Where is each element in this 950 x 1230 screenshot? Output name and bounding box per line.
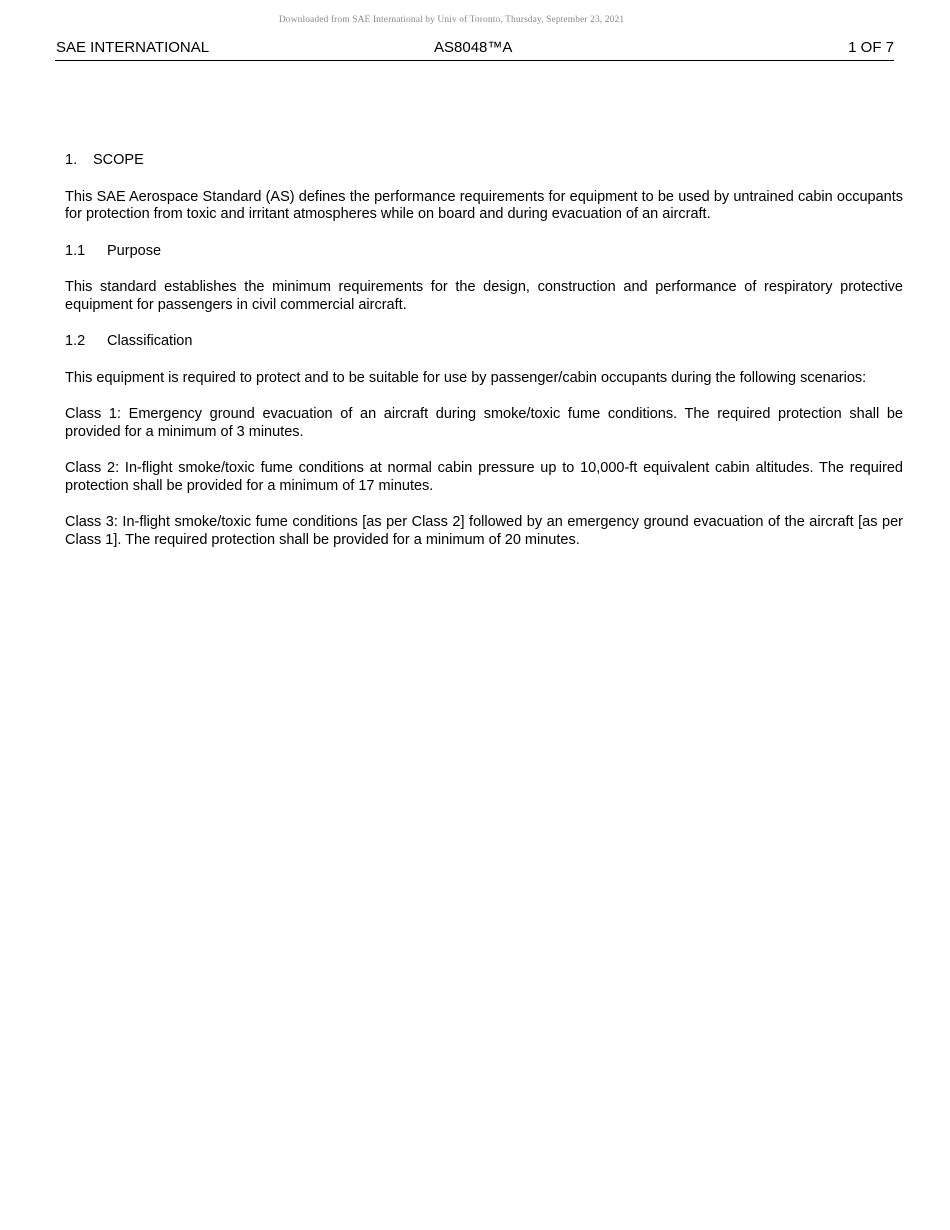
section-title: Purpose bbox=[107, 242, 162, 259]
section-title: SCOPE bbox=[93, 152, 144, 168]
page-header bbox=[55, 38, 894, 61]
header-org: SAE INTERNATIONAL bbox=[56, 39, 210, 56]
purpose-paragraph: This standard establishes the minimum requirements for the design, construction and performance of respiratory protective equipment for passengers in civil commercial aircraft. bbox=[65, 279, 903, 313]
classification-intro-paragraph: This equipment is required to protect and to be suitable for use by passenger/cabin occupants during the following scenarios: bbox=[65, 369, 867, 386]
section-heading-purpose bbox=[65, 243, 903, 261]
section-number: 1.1 bbox=[65, 242, 86, 259]
section-number: 1.2 bbox=[65, 333, 86, 349]
scope-paragraph: This SAE Aerospace Standard (AS) defines the performance requirements for equipment to be used by untrained cabin occupants for protection from toxic and irritant atmospheres while on board and during evacuation of an aircraft. bbox=[65, 188, 903, 222]
header-doc-id: AS8048™A bbox=[434, 39, 513, 56]
section-heading-classification bbox=[65, 333, 903, 351]
download-watermark: Downloaded from SAE International by Univ of Toronto, Thursday, September 23, 2021 bbox=[278, 15, 625, 25]
header-page-number: 1 OF 7 bbox=[848, 39, 894, 56]
class-2-paragraph: Class 2: In-flight smoke/toxic fume conditions at normal cabin pressure up to 10,000-ft equivalent cabin altitudes. The required protection shall be provided for a minimum of 17 minutes. bbox=[65, 460, 903, 494]
class-1-paragraph: Class 1: Emergency ground evacuation of an aircraft during smoke/toxic fume conditions. The required protection shall be provided for a minimum of 3 minutes. bbox=[65, 406, 903, 440]
section-title: Classification bbox=[107, 333, 193, 349]
section-number: 1. bbox=[65, 152, 78, 168]
document-body bbox=[65, 152, 903, 568]
class-3-paragraph: Class 3: In-flight smoke/toxic fume conditions [as per Class 2] followed by an emergency ground evacuation of the aircraft [as per Class 1]. The required protection shall be provided for a minimum of 20 minutes. bbox=[65, 514, 903, 548]
section-heading-scope bbox=[65, 152, 903, 170]
